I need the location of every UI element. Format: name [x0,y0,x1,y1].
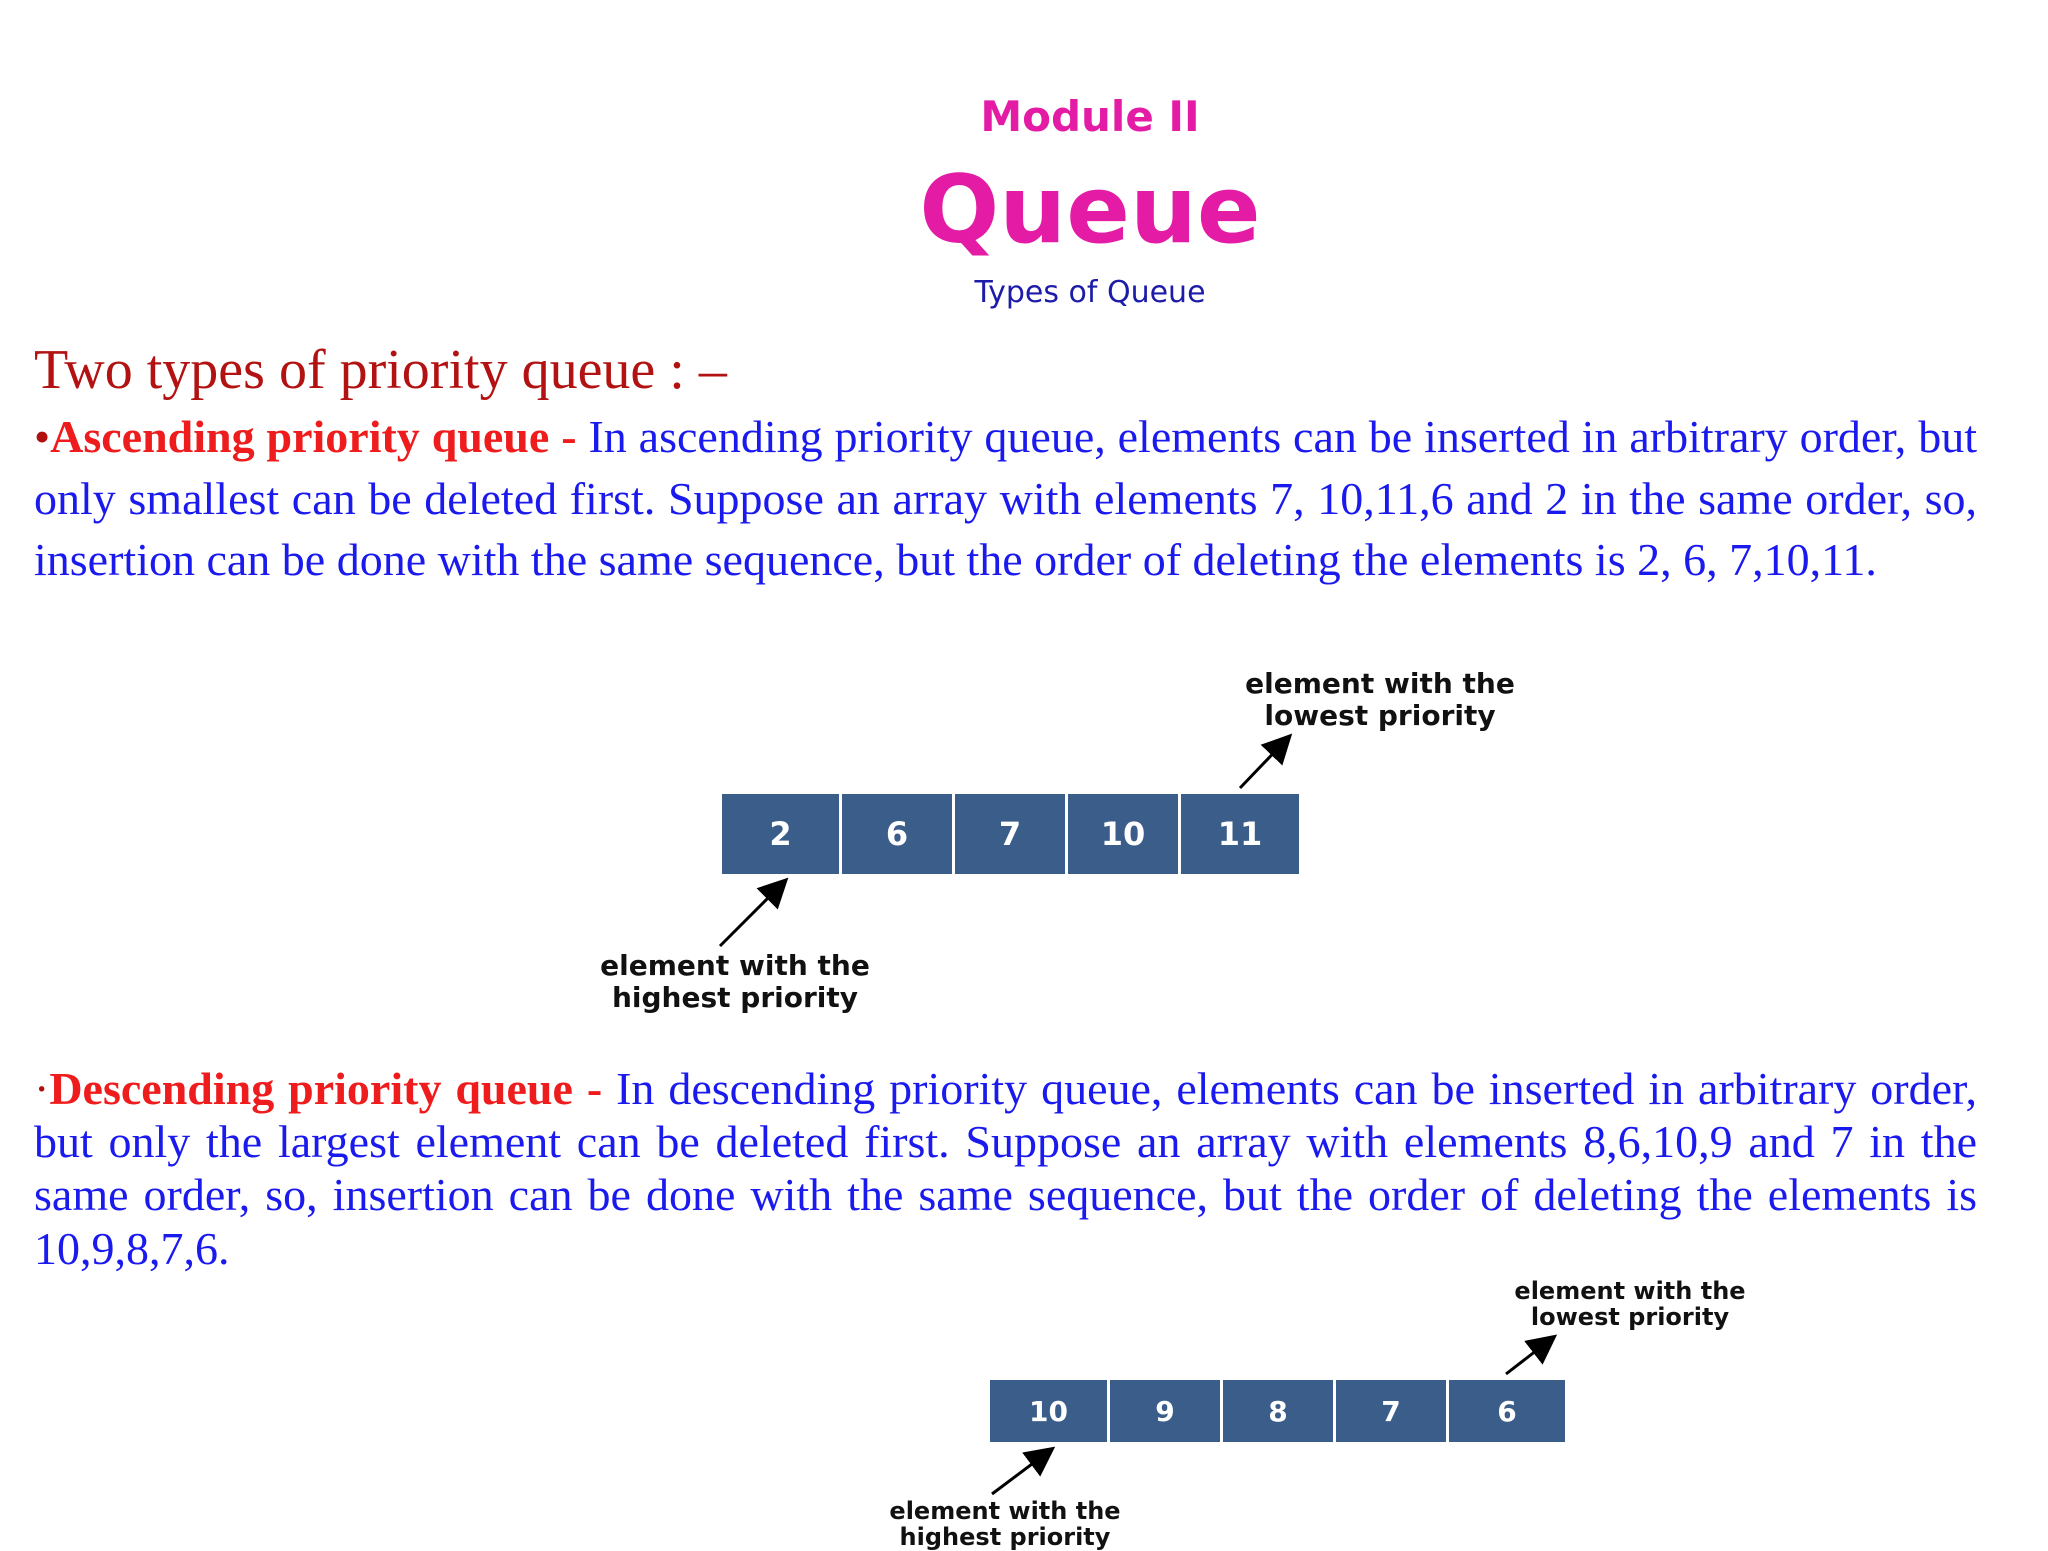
arrow-icon [712,874,792,950]
highest-priority-label [850,1498,1160,1550]
queue-cell: 10 [990,1380,1107,1442]
queue-cell: 2 [722,794,839,874]
queue-cell: 7 [1336,1380,1446,1442]
arrow-icon [1498,1330,1562,1380]
arrow-icon [1230,730,1300,794]
label-line: lowest priority [1264,699,1496,732]
ascending-description: In ascending priority queue, elements can be inserted in arbitrary order, but only smallest can be deleted first. Suppose an array with elements 7, 10,11,6 and 2 in the same order, so, insertion can be done with the same sequence, but the order of deleting the elements is 2, 6, 7,10,11. [34,411,1977,586]
page-title: Queue [919,156,1261,265]
ascending-cells [722,794,1299,874]
lowest-priority-label [1200,668,1560,732]
label-line: lowest priority [1530,1303,1730,1331]
queue-cell: 6 [842,794,952,874]
queue-cell: 11 [1181,794,1299,874]
queue-cell: 9 [1110,1380,1220,1442]
descending-paragraph [34,1062,1977,1275]
label-line: highest priority [611,981,859,1014]
bullet: • [34,411,51,462]
queue-cell: 6 [1449,1380,1565,1442]
label-line: element with the [889,1497,1121,1525]
descending-description: In descending priority queue, elements can be inserted in arbitrary order, but only the largest element can be deleted first. Suppose an array with elements 8,6,10,9 and 7 in the same order, so, insertion can be done with the same sequence, but the order of deleting the elements is 10,9,8,7,6. [34,1063,1977,1274]
descending-cells [990,1380,1565,1442]
ascending-paragraph [34,406,1977,591]
queue-cell: 10 [1068,794,1178,874]
label-line: element with the [600,949,870,982]
highest-priority-label [570,950,900,1014]
label-line: element with the [1514,1277,1746,1305]
label-line: highest priority [899,1523,1111,1551]
bullet: · [34,1063,50,1114]
page-subtitle: Types of Queue [974,275,1206,310]
arrow-icon [984,1442,1058,1500]
ascending-term: Ascending priority queue - [50,411,589,462]
label-line: element with the [1245,667,1515,700]
lowest-priority-label [1470,1278,1790,1330]
descending-term: Descending priority queue - [49,1063,617,1114]
queue-cell: 8 [1223,1380,1333,1442]
queue-cell: 7 [955,794,1065,874]
module-label: Module II [980,92,1200,141]
intro-heading: Two types of priority queue : – [34,339,727,401]
